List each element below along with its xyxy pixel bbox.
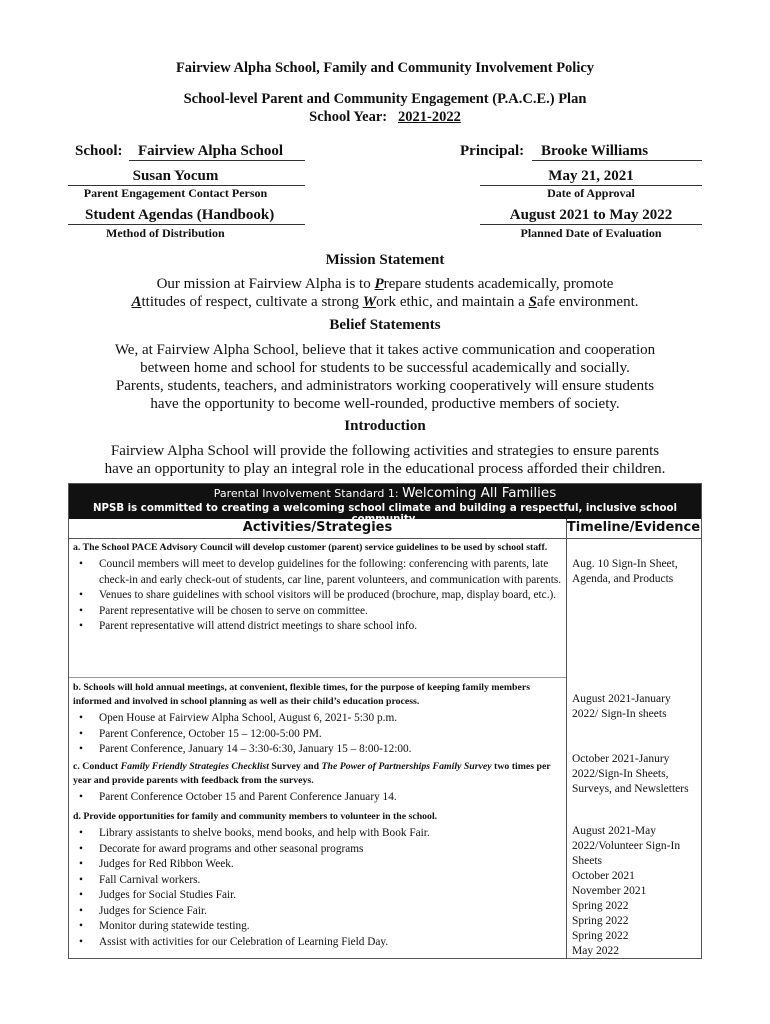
list-item: • Judges for Red Ribbon Week.	[99, 857, 565, 873]
mission-line-2: Attitudes of respect, cultivate a strong Work ethic, and maintain a Safe environment.	[131, 294, 639, 310]
distribution-label: Method of Distribution	[106, 226, 225, 240]
timeline-d	[572, 824, 698, 959]
timeline-line: May 2022	[572, 945, 619, 957]
timeline-line: Spring 2022	[572, 900, 629, 912]
timeline-line: Spring 2022	[572, 915, 629, 927]
school-name: Fairview Alpha School	[138, 143, 284, 159]
belief-line: We, at Fairview Alpha School, believe that it takes active communication and cooperation	[114, 342, 656, 358]
standard-header	[69, 484, 701, 525]
list-item: • Parent representative will be chosen to serve on committee.	[99, 604, 565, 620]
evaluation-label: Planned Date of Evaluation	[520, 226, 662, 240]
school-label: School:	[75, 143, 123, 159]
activity-title: a. The School PACE Advisory Council will develop customer (parent) service guidelines to be used by school staff.	[73, 542, 548, 553]
contact-name: Susan Yocum	[132, 168, 219, 184]
bullet-list	[73, 790, 565, 806]
intro-title: Introduction	[344, 418, 426, 434]
list-item: • Parent representative will attend district meetings to share school info.	[99, 619, 565, 635]
column-divider	[566, 519, 567, 958]
bullet-list	[73, 711, 565, 758]
timeline-line: November 2021	[572, 885, 647, 897]
activity-title: d. Provide opportunities for family and community members to volunteer in the school.	[73, 811, 438, 822]
list-item: • Judges for Social Studies Fair.	[99, 888, 565, 904]
list-item: • Monitor during statewide testing.	[99, 919, 565, 935]
timeline-line: Spring 2022	[572, 930, 629, 942]
list-item: • Council members will meet to develop guidelines for the following: conferencing with parents, late check-in and early check-out of students, car line, parent volunteers, and communication with parents.	[99, 557, 565, 588]
distribution-method: Student Agendas (Handbook)	[85, 207, 275, 223]
evaluation-date: August 2021 to May 2022	[509, 207, 673, 223]
intro-line: Fairview Alpha School will provide the following activities and strategies to ensure parents	[110, 443, 660, 459]
standard-name: Welcoming All Families	[402, 485, 557, 501]
belief-statements	[60, 341, 710, 413]
mission-statement	[60, 275, 710, 311]
standard-table	[68, 483, 702, 959]
column-header-row	[69, 519, 701, 539]
school-year-value: 2021-2022	[398, 109, 461, 125]
belief-title: Belief Statements	[329, 317, 441, 333]
list-item: • Open House at Fairview Alpha School, August 6, 2021- 5:30 p.m.	[99, 711, 565, 727]
list-item: • Assist with activities for our Celebration of Learning Field Day.	[99, 935, 565, 951]
timeline-c: October 2021-Janury 2022/Sign-In Sheets, Surveys, and Newsletters	[572, 753, 689, 795]
belief-line: Parents, students, teachers, and administrators working cooperatively will ensure students	[115, 378, 655, 394]
distribution-underline	[68, 224, 305, 225]
approval-label: Date of Approval	[547, 186, 635, 200]
belief-line: between home and school for students to be successful academically and socially.	[140, 360, 630, 376]
standard-prefix: Parental Involvement Standard 1:	[213, 487, 399, 500]
timeline-a: Aug. 10 Sign-In Sheet, Agenda, and Products	[572, 558, 678, 585]
col-activities: Activities/Strategies	[242, 520, 393, 535]
bullet-list	[73, 557, 565, 635]
activity-title: b. Schools will hold annual meetings, at convenient, flexible times, for the purpose of keeping family members informed and involved in school planning as well as their child’s education process.	[73, 682, 531, 707]
activity-block-a	[73, 541, 565, 635]
approval-date: May 21, 2021	[548, 168, 634, 184]
school-year-label: School Year:	[309, 109, 388, 125]
list-item: • Decorate for award programs and other seasonal programs	[99, 842, 565, 858]
activity-block-b	[73, 681, 565, 758]
principal-label: Principal:	[460, 143, 525, 159]
timeline-line: August 2021-May 2022/Volunteer Sign-In Sheets	[572, 825, 681, 867]
list-item: • Parent Conference, January 14 – 3:30-6:30, January 15 – 8:00-12:00.	[99, 742, 565, 758]
document-subtitle: School-level Parent and Community Engagement (P.A.C.E.) Plan	[183, 91, 587, 107]
mission-line-1: Our mission at Fairview Alpha is to Prepare students academically, promote	[156, 276, 614, 292]
list-item: • Judges for Science Fair.	[99, 904, 565, 920]
row-divider	[69, 677, 566, 678]
principal-underline	[532, 160, 702, 161]
document-title: Fairview Alpha School, Family and Community Involvement Policy	[175, 60, 595, 76]
contact-label: Parent Engagement Contact Person	[83, 186, 268, 200]
timeline-line: October 2021	[572, 870, 635, 882]
list-item: • Parent Conference, October 15 – 12:00-5:00 PM.	[99, 727, 565, 743]
timeline-b: August 2021-January 2022/ Sign-In sheets	[572, 693, 671, 720]
evaluation-underline	[480, 224, 702, 225]
intro-text	[50, 442, 720, 478]
activity-title: c. Conduct Family Friendly Strategies Checklist Survey and The Power of Partnerships Family Survey two times per year and provide parents with feedback from the surveys.	[73, 761, 551, 786]
list-item: • Parent Conference October 15 and Parent Conference January 14.	[99, 790, 565, 806]
intro-line: have an opportunity to play an integral role in the educational process afforded their children.	[104, 461, 666, 477]
school-underline	[129, 160, 305, 161]
col-timeline: Timeline/Evidence	[566, 520, 701, 535]
standard-description: NPSB is committed to creating a welcoming school climate and building a respectful, inclusive school community.	[93, 503, 677, 525]
bullet-list	[73, 826, 565, 950]
list-item: • Fall Carnival workers.	[99, 873, 565, 889]
activity-block-d	[73, 810, 565, 950]
school-year-line	[0, 109, 770, 126]
mission-title: Mission Statement	[325, 252, 445, 268]
activity-block-c	[73, 760, 565, 806]
list-item: • Venues to share guidelines with school visitors will be produced (brochure, map, display board, etc.).	[99, 588, 565, 604]
list-item: • Library assistants to shelve books, mend books, and help with Book Fair.	[99, 826, 565, 842]
belief-line: have the opportunity to become well-rounded, productive members of society.	[150, 396, 620, 412]
principal-name: Brooke Williams	[541, 143, 649, 159]
